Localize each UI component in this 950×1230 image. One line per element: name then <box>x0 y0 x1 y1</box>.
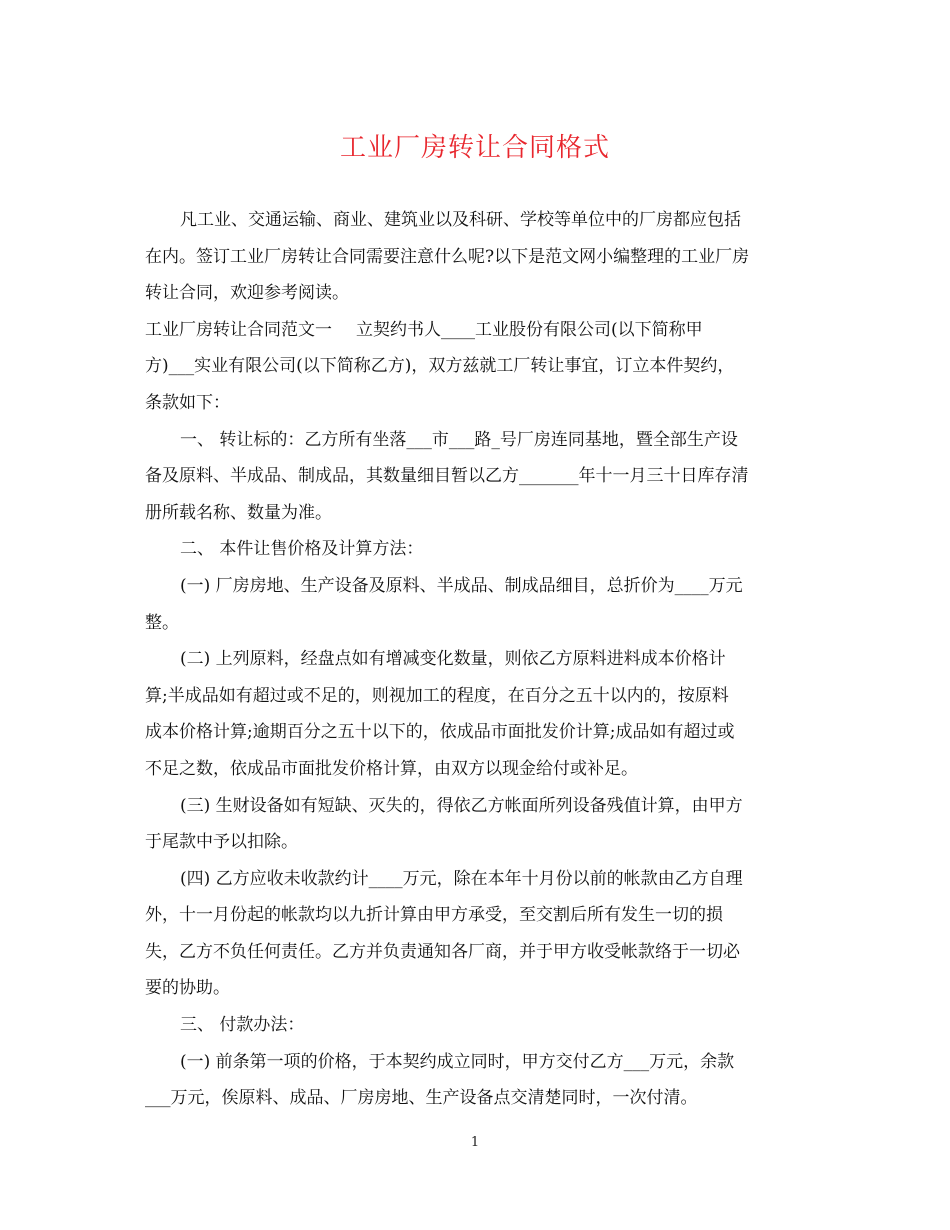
contract-heading-line <box>145 312 810 349</box>
paragraph-line: 不足之数，依成品市面批发价格计算，由双方以现金给付或补足。 <box>145 758 638 779</box>
paragraph-line: 方)___实业有限公司(以下简称乙方)，双方兹就工厂转让事宜，订立本件契约， <box>145 356 735 377</box>
paragraph-line: 册所载名称、数量为准。 <box>145 502 332 523</box>
paragraph-line: 算;半成品如有超过或不足的，则视加工的程度，在百分之五十以内的，按原料 <box>145 685 729 706</box>
subclause-line: (三) 生财设备如有短缺、灭失的，得依乙方帐面所列设备残值计算，由甲方 <box>180 795 743 816</box>
paragraph-line: 要的协助。 <box>145 978 230 999</box>
paragraph-line: 凡工业、交通运输、商业、建筑业以及科研、学校等单位中的厂房都应包括 <box>180 210 741 230</box>
paragraph-line: 于尾款中予以扣除。 <box>145 832 298 853</box>
subclause-line: (一) 前条第一项的价格，于本契约成立同时，甲方交付乙方___万元，余款 <box>180 1051 735 1072</box>
subclause-line: (四) 乙方应收未收款约计____万元，除在本年十月份以前的帐款由乙方自理 <box>180 868 743 889</box>
paragraph-line: 在内。签订工业厂房转让合同需要注意什么呢?以下是范文网小编整理的工业厂房 <box>145 246 750 267</box>
clause-heading: 一、 转让标的：乙方所有坐落___市___路_号厂房连同基地，暨全部生产设 <box>180 429 738 450</box>
document-body <box>145 202 810 1117</box>
subclause-line: (一) 厂房房地、生产设备及原料、半成品、制成品细目，总折价为____万元 <box>180 575 743 596</box>
paragraph-line: 整。 <box>145 612 179 633</box>
paragraph-line: ___万元，俟原料、成品、厂房房地、生产设备点交清楚同时，一次付清。 <box>145 1088 698 1109</box>
paragraph-line: 成本价格计算;逾期百分之五十以下的，依成品市面批发价计算;成品如有超过或 <box>145 722 735 743</box>
paragraph-line: 条款如下： <box>145 392 230 413</box>
page-number: 1 <box>470 1135 480 1150</box>
subclause-line: (二) 上列原料，经盘点如有增减变化数量，则依乙方原料进料成本价格计 <box>180 649 726 670</box>
contract-sample-heading: 工业厂房转让合同范文一 <box>145 319 332 340</box>
paragraph-line: 失，乙方不负任何责任。乙方并负责通知各厂商，并于甲方收受帐款络于一切必 <box>145 941 740 962</box>
clause-heading: 二、 本件让售价格及计算方法： <box>180 539 424 560</box>
paragraph-text: 立契约书人____工业股份有限公司(以下简称甲 <box>356 319 703 340</box>
document-title: 工业厂房转让合同格式 <box>339 133 610 163</box>
paragraph-line: 转让合同，欢迎参考阅读。 <box>145 283 349 304</box>
paragraph-line: 外，十一月份起的帐款均以九折计算由甲方承受，至交割后所有发生一切的损 <box>145 905 723 926</box>
paragraph-line: 备及原料、半成品、制成品，其数量细目暂以乙方_______年十一月三十日库存清 <box>145 466 749 487</box>
clause-heading: 三、 付款办法： <box>180 1015 305 1036</box>
